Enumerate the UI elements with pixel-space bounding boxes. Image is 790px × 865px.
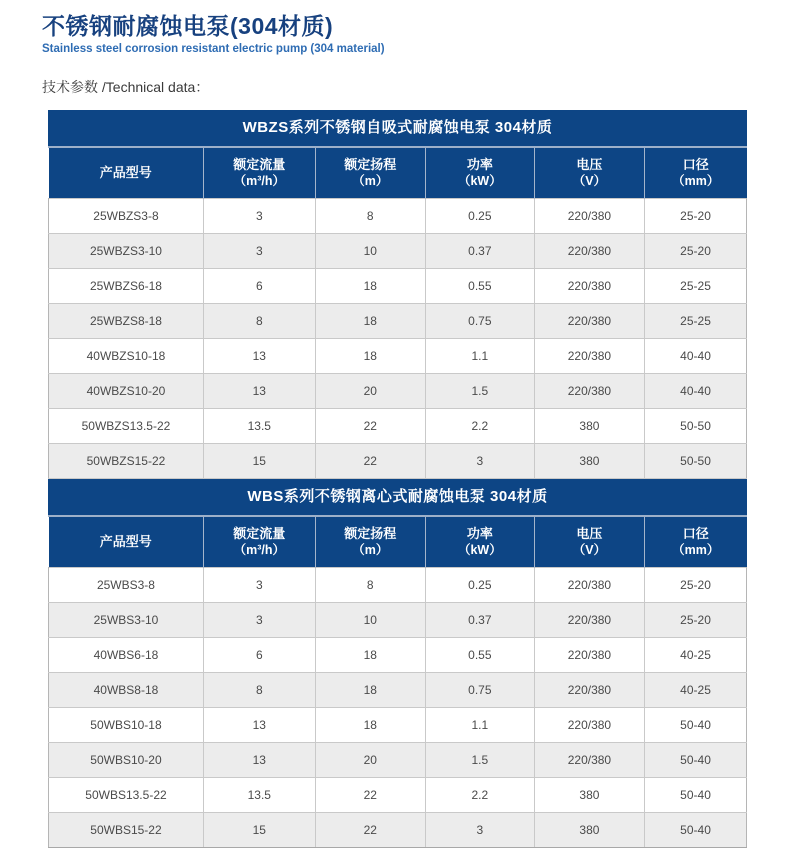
value-cell: 0.25 — [425, 199, 534, 234]
spec-table — [48, 517, 747, 848]
value-cell: 8 — [203, 673, 315, 708]
value-cell: 20 — [315, 374, 425, 409]
model-cell: 50WBZS15-22 — [49, 444, 204, 479]
value-cell: 220/380 — [534, 743, 644, 778]
table-row — [49, 409, 747, 444]
model-cell: 40WBS6-18 — [49, 638, 204, 673]
section-label: 技术参数 /Technical data： — [42, 79, 210, 95]
value-cell: 50-40 — [645, 778, 747, 813]
value-cell: 50-50 — [645, 409, 747, 444]
column-header — [49, 517, 204, 568]
table-body — [49, 568, 747, 848]
column-unit: （kW） — [457, 542, 502, 557]
spec-table — [48, 148, 747, 479]
table-row — [49, 568, 747, 603]
value-cell: 13 — [203, 374, 315, 409]
model-cell: 40WBS8-18 — [49, 673, 204, 708]
value-cell: 8 — [315, 199, 425, 234]
table-row — [49, 234, 747, 269]
column-header — [534, 517, 644, 568]
table-row — [49, 444, 747, 479]
column-label: 电压 — [576, 156, 603, 172]
value-cell: 2.2 — [425, 409, 534, 444]
value-cell: 50-40 — [645, 743, 747, 778]
table-wbzs-series — [48, 110, 747, 479]
value-cell: 380 — [534, 813, 644, 848]
model-cell: 25WBS3-10 — [49, 603, 204, 638]
value-cell: 25-20 — [645, 234, 747, 269]
value-cell: 0.37 — [425, 603, 534, 638]
column-header — [534, 148, 644, 199]
value-cell: 3 — [203, 603, 315, 638]
column-label: 口径 — [682, 525, 709, 541]
model-cell: 40WBZS10-18 — [49, 339, 204, 374]
table-title-band: WBS系列不锈钢离心式耐腐蚀电泵 304材质 — [48, 479, 747, 517]
value-cell: 50-40 — [645, 708, 747, 743]
value-cell: 15 — [203, 444, 315, 479]
value-cell: 25-20 — [645, 199, 747, 234]
value-cell: 6 — [203, 638, 315, 673]
value-cell: 220/380 — [534, 673, 644, 708]
page-subtitle: Stainless steel corrosion resistant electric pump (304 material) — [42, 43, 385, 55]
column-header — [203, 148, 315, 199]
table-row — [49, 199, 747, 234]
value-cell: 50-40 — [645, 813, 747, 848]
value-cell: 0.75 — [425, 673, 534, 708]
value-cell: 22 — [315, 444, 425, 479]
column-label: 产品型号 — [99, 164, 152, 180]
value-cell: 22 — [315, 778, 425, 813]
model-cell: 50WBS15-22 — [49, 813, 204, 848]
model-cell: 25WBZS3-8 — [49, 199, 204, 234]
table-row — [49, 638, 747, 673]
value-cell: 380 — [534, 444, 644, 479]
column-unit: （m） — [352, 542, 389, 557]
value-cell: 3 — [203, 234, 315, 269]
table-row — [49, 813, 747, 848]
value-cell: 220/380 — [534, 234, 644, 269]
table-row — [49, 743, 747, 778]
page-header — [0, 0, 790, 97]
column-label: 产品型号 — [99, 533, 152, 549]
value-cell: 18 — [315, 339, 425, 374]
column-unit: （mm） — [672, 173, 720, 188]
model-cell: 50WBS13.5-22 — [49, 778, 204, 813]
table-row — [49, 339, 747, 374]
value-cell: 8 — [203, 304, 315, 339]
column-unit: （V） — [572, 542, 607, 557]
value-cell: 6 — [203, 269, 315, 304]
table-row — [49, 708, 747, 743]
value-cell: 10 — [315, 603, 425, 638]
value-cell: 1.1 — [425, 708, 534, 743]
value-cell: 10 — [315, 234, 425, 269]
value-cell: 1.1 — [425, 339, 534, 374]
header-row — [49, 517, 747, 568]
value-cell: 220/380 — [534, 638, 644, 673]
value-cell: 25-20 — [645, 568, 747, 603]
column-label: 功率 — [466, 525, 493, 541]
column-unit: （m³/h） — [233, 542, 285, 557]
model-cell: 25WBZS6-18 — [49, 269, 204, 304]
table-header — [49, 517, 747, 568]
table-row — [49, 304, 747, 339]
table-row — [49, 603, 747, 638]
table-row — [49, 778, 747, 813]
value-cell: 40-25 — [645, 673, 747, 708]
value-cell: 0.37 — [425, 234, 534, 269]
value-cell: 20 — [315, 743, 425, 778]
column-label: 功率 — [466, 156, 493, 172]
value-cell: 25-25 — [645, 269, 747, 304]
model-cell: 25WBS3-8 — [49, 568, 204, 603]
model-cell: 40WBZS10-20 — [49, 374, 204, 409]
value-cell: 18 — [315, 269, 425, 304]
column-unit: （kW） — [457, 173, 502, 188]
value-cell: 220/380 — [534, 269, 644, 304]
table-header — [49, 148, 747, 199]
value-cell: 2.2 — [425, 778, 534, 813]
value-cell: 13 — [203, 339, 315, 374]
value-cell: 40-40 — [645, 374, 747, 409]
value-cell: 25-20 — [645, 603, 747, 638]
table-body — [49, 199, 747, 479]
column-header — [645, 517, 747, 568]
table-row — [49, 673, 747, 708]
value-cell: 50-50 — [645, 444, 747, 479]
column-unit: （mm） — [672, 542, 720, 557]
value-cell: 0.55 — [425, 638, 534, 673]
value-cell: 18 — [315, 638, 425, 673]
column-unit: （m³/h） — [233, 173, 285, 188]
value-cell: 3 — [425, 813, 534, 848]
value-cell: 220/380 — [534, 339, 644, 374]
value-cell: 220/380 — [534, 708, 644, 743]
column-header — [425, 517, 534, 568]
value-cell: 8 — [315, 568, 425, 603]
column-unit: （m） — [352, 173, 389, 188]
value-cell: 380 — [534, 409, 644, 444]
value-cell: 0.55 — [425, 269, 534, 304]
table-wbs-series — [48, 479, 747, 848]
value-cell: 13 — [203, 708, 315, 743]
value-cell: 1.5 — [425, 743, 534, 778]
value-cell: 13 — [203, 743, 315, 778]
page-title: 不锈钢耐腐蚀电泵(304材质) — [42, 13, 334, 39]
value-cell: 220/380 — [534, 199, 644, 234]
column-label: 电压 — [576, 525, 603, 541]
value-cell: 15 — [203, 813, 315, 848]
value-cell: 18 — [315, 708, 425, 743]
column-label: 额定流量 — [233, 156, 286, 172]
value-cell: 22 — [315, 409, 425, 444]
model-cell: 50WBS10-18 — [49, 708, 204, 743]
value-cell: 1.5 — [425, 374, 534, 409]
value-cell: 25-25 — [645, 304, 747, 339]
column-label: 额定扬程 — [344, 525, 397, 541]
value-cell: 220/380 — [534, 374, 644, 409]
value-cell: 18 — [315, 673, 425, 708]
value-cell: 3 — [203, 568, 315, 603]
value-cell: 3 — [425, 444, 534, 479]
model-cell: 25WBZS3-10 — [49, 234, 204, 269]
table-row — [49, 374, 747, 409]
value-cell: 13.5 — [203, 409, 315, 444]
value-cell: 40-40 — [645, 339, 747, 374]
value-cell: 220/380 — [534, 304, 644, 339]
column-label: 口径 — [682, 156, 709, 172]
column-header — [315, 517, 425, 568]
value-cell: 0.25 — [425, 568, 534, 603]
value-cell: 0.75 — [425, 304, 534, 339]
table-title-band: WBZS系列不锈钢自吸式耐腐蚀电泵 304材质 — [48, 110, 747, 148]
column-label: 额定流量 — [233, 525, 286, 541]
column-header — [425, 148, 534, 199]
table-row — [49, 269, 747, 304]
column-unit: （V） — [572, 173, 607, 188]
value-cell: 22 — [315, 813, 425, 848]
column-header — [49, 148, 204, 199]
model-cell: 50WBZS13.5-22 — [49, 409, 204, 444]
value-cell: 3 — [203, 199, 315, 234]
value-cell: 220/380 — [534, 568, 644, 603]
value-cell: 220/380 — [534, 603, 644, 638]
value-cell: 380 — [534, 778, 644, 813]
spec-tables — [48, 110, 747, 848]
model-cell: 25WBZS8-18 — [49, 304, 204, 339]
column-label: 额定扬程 — [344, 156, 397, 172]
value-cell: 13.5 — [203, 778, 315, 813]
column-header — [203, 517, 315, 568]
value-cell: 18 — [315, 304, 425, 339]
column-header — [315, 148, 425, 199]
column-header — [645, 148, 747, 199]
model-cell: 50WBS10-20 — [49, 743, 204, 778]
header-row — [49, 148, 747, 199]
value-cell: 40-25 — [645, 638, 747, 673]
